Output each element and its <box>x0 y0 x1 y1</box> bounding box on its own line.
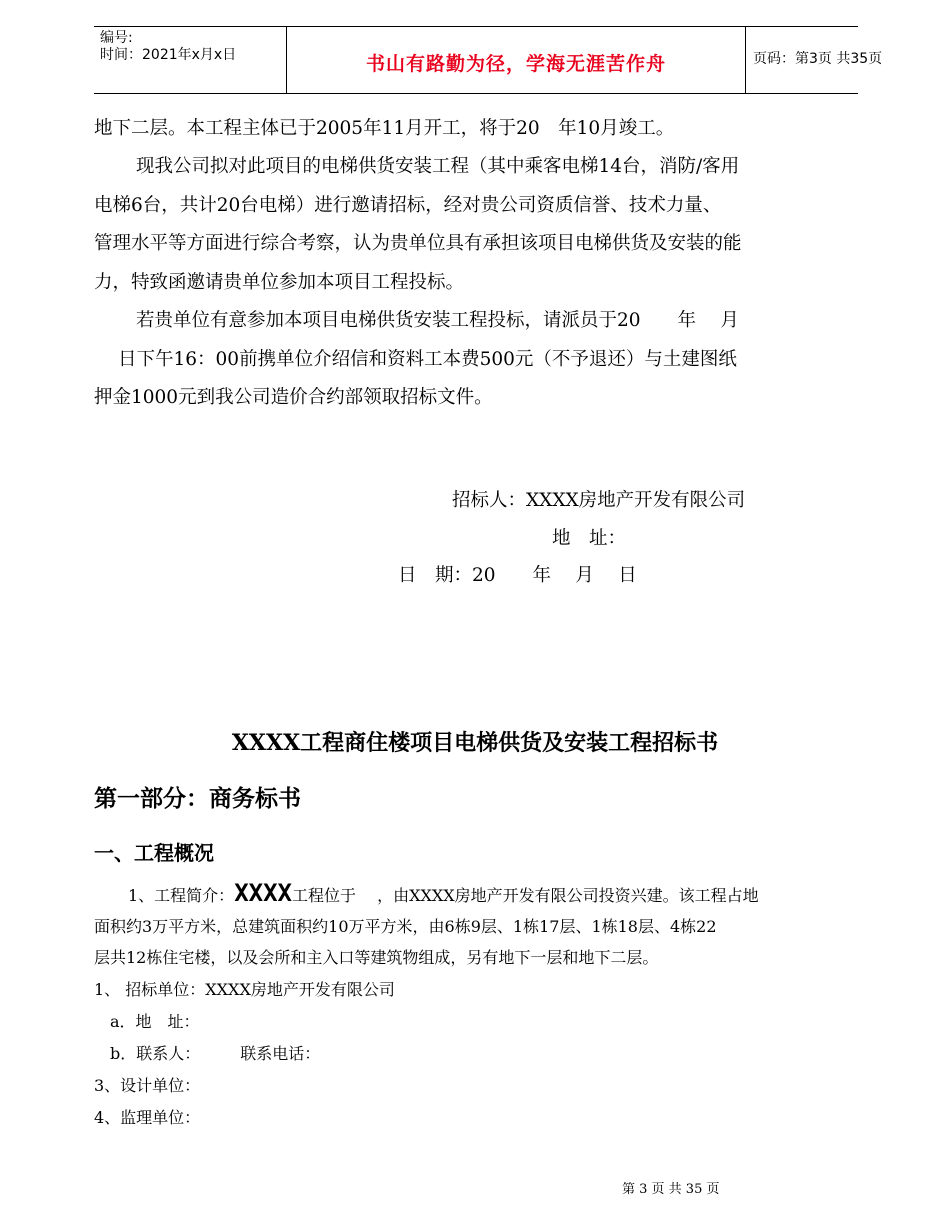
section-title: 一、工程概况 <box>94 841 214 865</box>
paragraph-line: 电梯6台，共计20台电梯）进行邀请招标，经对贵公司资质信誉、技术力量、 <box>94 195 722 216</box>
header-motto: 书山有路勤为径，学海无涯苦作舟 <box>365 53 666 75</box>
page-footer: 第 3 页 共 35 页 <box>622 1182 720 1197</box>
list-item: 1、 招标单位：XXXX房地产开发有限公司 <box>94 980 395 999</box>
signature-date: 日 期：20 年 月 日 <box>398 565 637 586</box>
header-time: 时间：2021年x月x日 <box>100 47 237 63</box>
list-item: b．联系人： 联系电话： <box>110 1044 321 1063</box>
paragraph-line: 管理水平等方面进行综合考察，认为贵单位具有承担该项目电梯供货及安装的能 <box>94 233 742 254</box>
paragraph-line: 日下午16：00前携单位介绍信和资料工本费500元（不予退还）与土建图纸 <box>118 349 737 370</box>
header-page-number: 页码：第3页 共35页 <box>753 51 883 67</box>
intro-text: 工程位于 ，由XXXX房地产开发有限公司投资兴建。该工程占地 <box>291 886 759 905</box>
bidder-signature: 招标人：XXXX房地产开发有限公司 <box>452 490 746 511</box>
paragraph-line: 押金1000元到我公司造价合约部领取招标文件。 <box>94 387 493 408</box>
overview-line: 层共12栋住宅楼，以及会所和主入口等建筑物组成，另有地下一层和地下二层。 <box>94 948 659 967</box>
bidder-address: 地 址： <box>552 528 627 549</box>
intro-project-name: XXXX <box>234 879 292 907</box>
header-right-cell <box>745 27 883 93</box>
document-title: XXXX工程商住楼项目电梯供货及安装工程招标书 <box>231 730 719 756</box>
paragraph-line: 力，特致函邀请贵单位参加本项目工程投标。 <box>94 272 465 293</box>
header-left-cell <box>94 27 286 93</box>
paragraph-line: 地下二层。本工程主体已于2005年11月开工，将于20 年10月竣工。 <box>94 118 675 139</box>
header-middle-cell <box>286 27 746 93</box>
intro-prefix: 1、工程简介： <box>128 886 235 905</box>
list-item: a．地 址： <box>110 1012 200 1031</box>
page-header <box>94 26 883 94</box>
overview-line: 面积约3万平方米，总建筑面积约10万平方米，由6栋9层、1栋17层、1栋18层、4栋22 <box>94 917 717 936</box>
part-title: 第一部分：商务标书 <box>94 786 301 812</box>
paragraph-line: 现我公司拟对此项目的电梯供货安装工程（其中乘客电梯14台，消防/客用 <box>136 156 740 177</box>
overview-intro <box>128 878 759 912</box>
serial-number-label: 编号: <box>100 30 133 46</box>
list-item: 3、设计单位： <box>94 1076 201 1095</box>
paragraph-line: 若贵单位有意参加本项目电梯供货安装工程投标，请派员于20 年 月 <box>136 310 739 331</box>
list-item: 4、监理单位： <box>94 1108 201 1127</box>
